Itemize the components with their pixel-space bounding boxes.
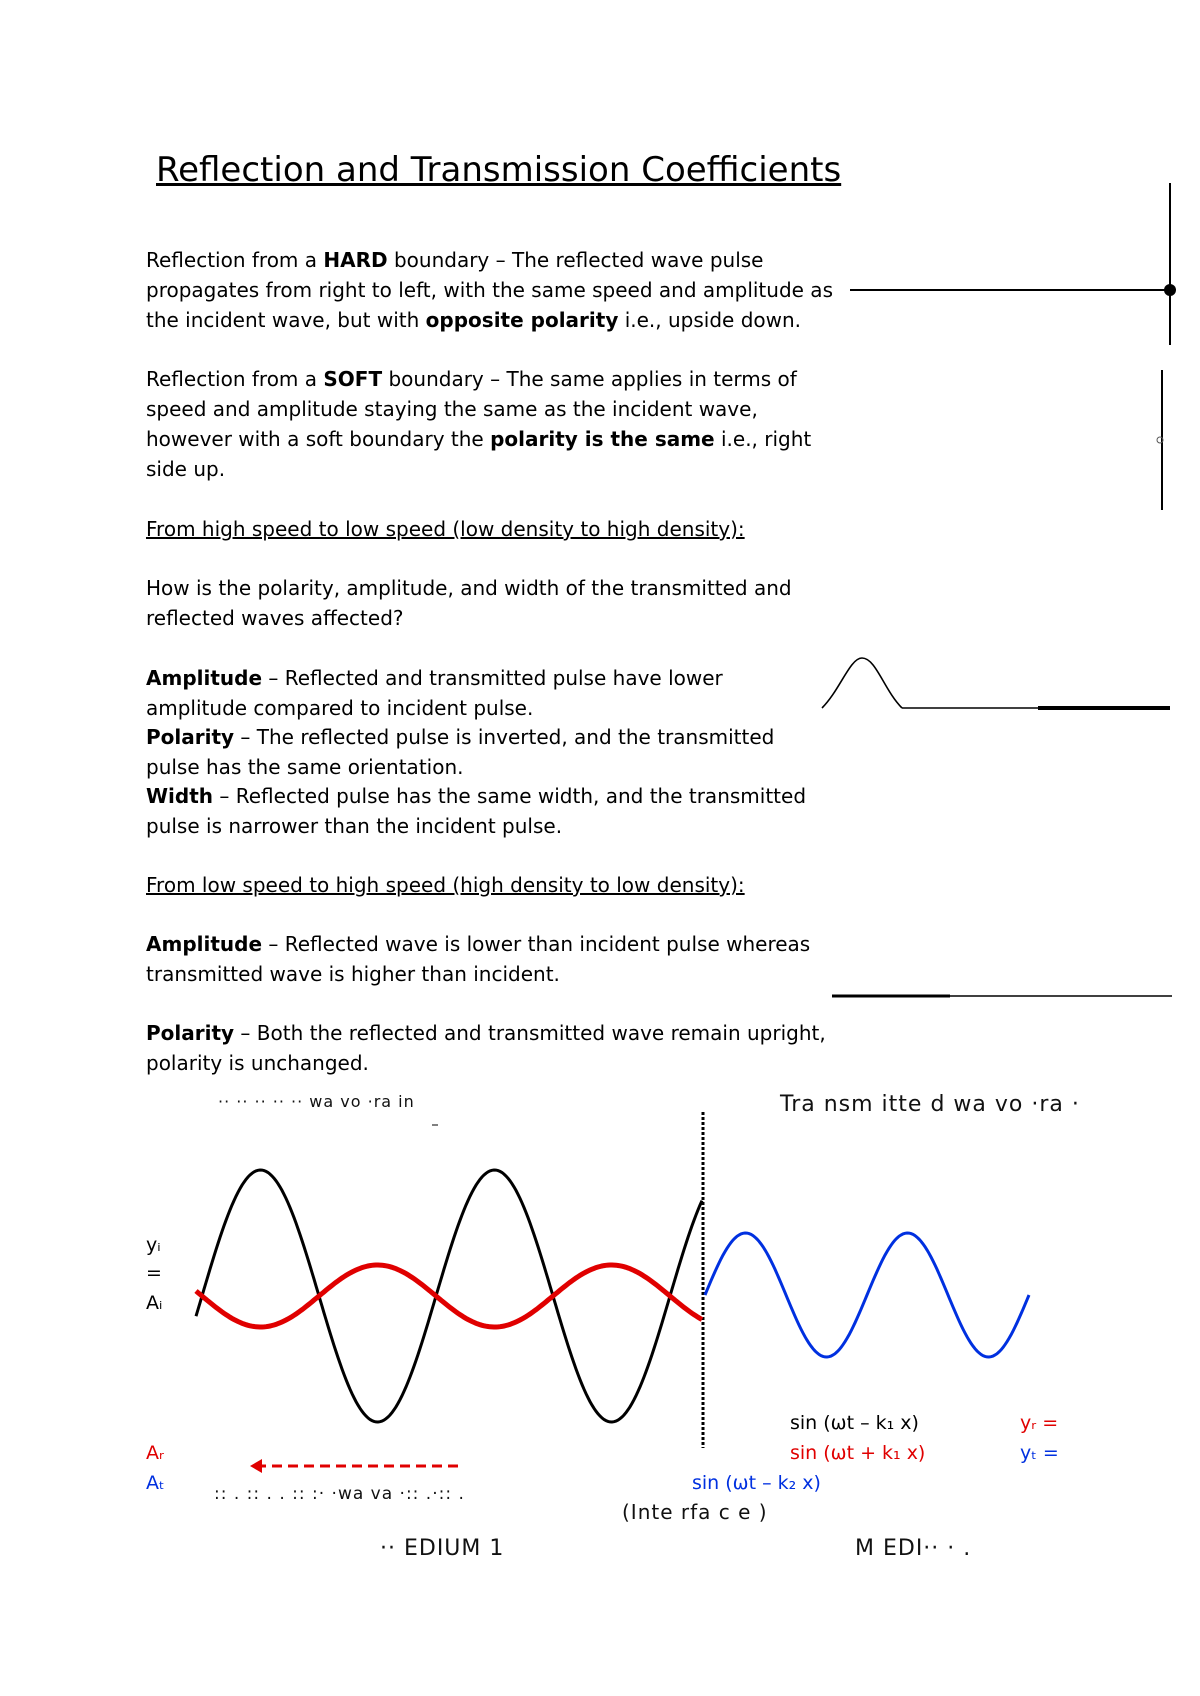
page-title: Reflection and Transmission Coefficients <box>156 150 842 190</box>
transmitted-equation: sin (ωt – k₂ x) <box>692 1472 821 1494</box>
polarity-label: Polarity <box>146 1021 235 1045</box>
soft-prefix: Reflection from a <box>146 367 324 391</box>
hard-prefix: Reflection from a <box>146 248 324 272</box>
medium-2-label: M EDI·· · . <box>855 1536 972 1561</box>
soft-text-1: boundary – The same applies in terms of speed and amplitude staying the same as the incident wave, however with a soft boundary the <box>146 367 797 451</box>
hard-keyword: HARD <box>323 248 388 272</box>
amplitude-text: – Reflected and transmitted pulse have lower amplitude compared to incident pulse. <box>146 666 723 720</box>
incident-wave-caption: ·· ·· ·· ·· ·· wa vo ·ra in <box>218 1092 415 1111</box>
equals-label: = <box>146 1262 162 1284</box>
yi-label: yᵢ <box>146 1234 161 1256</box>
polarity-label: Polarity <box>146 725 235 749</box>
amplitude-text: – Reflected wave is lower than incident pulse whereas transmitted wave is higher than incident. <box>146 932 811 986</box>
section1-heading: From high speed to low speed (low density to high density): <box>146 517 745 541</box>
ar-label: Aᵣ <box>146 1442 164 1464</box>
soft-keyword: SOFT <box>323 367 383 391</box>
medium-1-label: ·· EDIUM 1 <box>380 1536 505 1561</box>
reflected-wave <box>196 1265 702 1327</box>
hard-emphasis: opposite polarity <box>425 308 619 332</box>
transmitted-wave <box>705 1233 1029 1357</box>
hard-text-1: boundary – The reflected wave pulse propagates from right to left, with the same speed and amplitude as the incident wave, but with <box>146 248 833 332</box>
incident-equation: sin (ωt – k₁ x) <box>790 1412 919 1434</box>
amplitude-label: Amplitude <box>146 932 263 956</box>
reflected-arrow-head <box>250 1459 262 1473</box>
width-text: – Reflected pulse has the same width, and the transmitted pulse is narrower than the incident pulse. <box>146 784 807 838</box>
soft-emphasis: polarity is the same <box>490 427 715 451</box>
amplitude-label: Amplitude <box>146 666 263 690</box>
section2-heading: From low speed to high speed (high density to low density): <box>146 873 745 897</box>
yr-label: yᵣ = <box>1020 1412 1059 1434</box>
interface-label: (Inte rfa c e ) <box>622 1500 768 1524</box>
soft-text-2: i.e., right side up. <box>146 427 812 481</box>
yt-label: yₜ = <box>1020 1442 1059 1464</box>
width-label: Width <box>146 784 214 808</box>
transmitted-wave-caption: Tra nsm itte d wa vo ·ra · <box>780 1092 1080 1117</box>
incident-wave <box>196 1170 702 1422</box>
at-label: Aₜ <box>146 1472 165 1494</box>
reflected-equation: sin (ωt + k₁ x) <box>790 1442 926 1464</box>
polarity-text: – The reflected pulse is inverted, and the transmitted pulse has the same orientation. <box>146 725 775 779</box>
hard-text-2: i.e., upside down. <box>618 308 802 332</box>
section1-question: How is the polarity, amplitude, and width of the transmitted and reflected waves affected? <box>146 576 792 630</box>
polarity-text: – Both the reflected and transmitted wave remain upright, polarity is unchanged. <box>146 1021 826 1075</box>
reflected-wave-caption: :: . :: . . :: :· ·wa va ·:: .·:: . <box>214 1484 465 1504</box>
ai-label: Aᵢ <box>146 1292 163 1314</box>
